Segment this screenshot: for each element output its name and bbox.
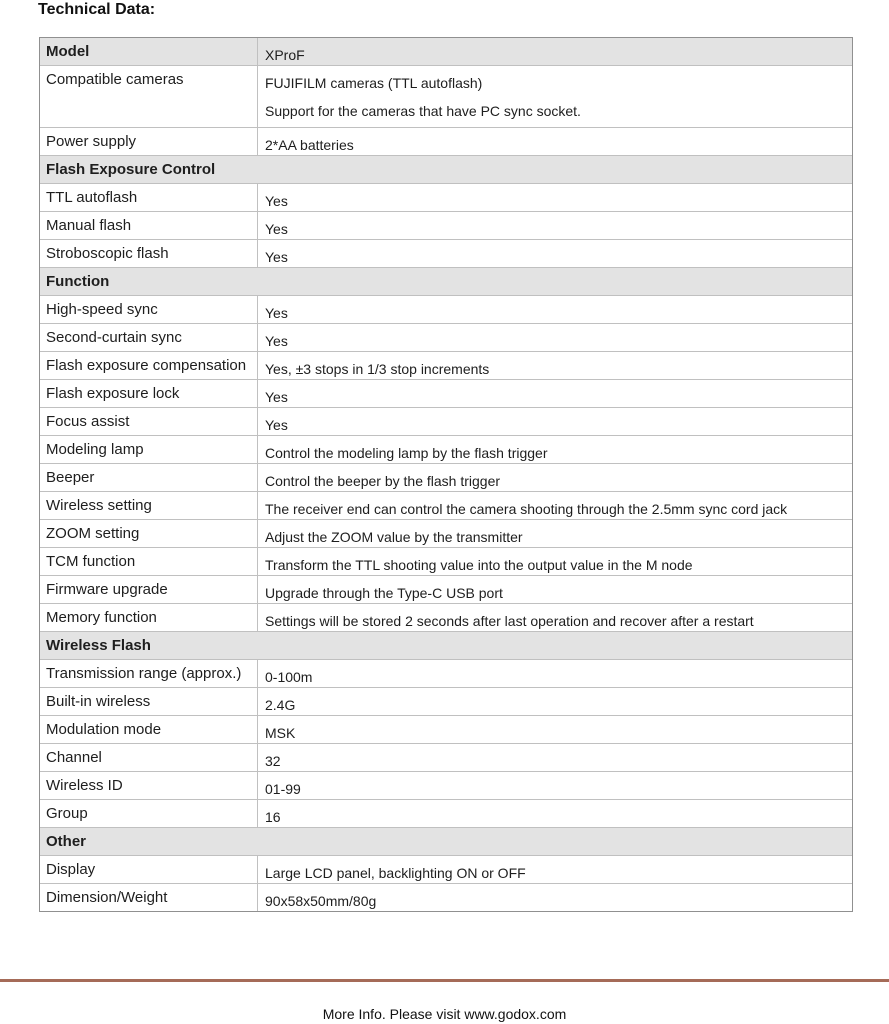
table-row — [40, 800, 853, 828]
table-row — [40, 240, 853, 268]
table-row — [40, 772, 853, 800]
footer-note: More Info. Please visit www.godox.com — [322, 1006, 567, 1022]
spec-value — [258, 66, 853, 128]
spec-label: Built-in wireless — [40, 688, 258, 716]
spec-table-body — [40, 38, 853, 912]
spec-value: Yes — [258, 296, 853, 324]
table-row — [40, 856, 853, 884]
section-row — [40, 828, 853, 856]
spec-value: Control the modeling lamp by the flash trigger — [258, 436, 853, 464]
table-row — [40, 408, 853, 436]
spec-label: Display — [40, 856, 258, 884]
spec-value: 16 — [258, 800, 853, 828]
spec-label: Compatible cameras — [40, 66, 258, 128]
table-row — [40, 492, 853, 520]
spec-table — [39, 37, 853, 912]
table-row — [40, 66, 853, 128]
spec-value: Transform the TTL shooting value into the output value in the M node — [258, 548, 853, 576]
spec-value: Upgrade through the Type-C USB port — [258, 576, 853, 604]
spec-label: High-speed sync — [40, 296, 258, 324]
spec-label: Modulation mode — [40, 716, 258, 744]
spec-value: 32 — [258, 744, 853, 772]
spec-label: Dimension/Weight — [40, 884, 258, 912]
section-row — [40, 632, 853, 660]
spec-label: Flash exposure compensation — [40, 352, 258, 380]
table-row — [40, 604, 853, 632]
section-title: Flash Exposure Control — [40, 156, 853, 184]
spec-label: Beeper — [40, 464, 258, 492]
spec-value: The receiver end can control the camera shooting through the 2.5mm sync cord jack — [258, 492, 853, 520]
spec-label: Second-curtain sync — [40, 324, 258, 352]
spec-label: TTL autoflash — [40, 184, 258, 212]
spec-value: Large LCD panel, backlighting ON or OFF — [258, 856, 853, 884]
table-row — [40, 128, 853, 156]
spec-value-line: FUJIFILM cameras (TTL autoflash) — [265, 75, 483, 91]
spec-label: Transmission range (approx.) — [40, 660, 258, 688]
spec-label: Firmware upgrade — [40, 576, 258, 604]
spec-value: Control the beeper by the flash trigger — [258, 464, 853, 492]
spec-value: Yes — [258, 380, 853, 408]
table-row — [40, 576, 853, 604]
table-row — [40, 744, 853, 772]
table-row — [40, 660, 853, 688]
spec-label: Manual flash — [40, 212, 258, 240]
spec-label: Channel — [40, 744, 258, 772]
table-row — [40, 548, 853, 576]
table-row — [40, 324, 853, 352]
spec-value: 90x58x50mm/80g — [258, 884, 853, 912]
table-row — [40, 380, 853, 408]
table-row — [40, 212, 853, 240]
spec-label: Memory function — [40, 604, 258, 632]
table-row — [40, 352, 853, 380]
table-row — [40, 520, 853, 548]
spec-label: Modeling lamp — [40, 436, 258, 464]
table-row — [40, 436, 853, 464]
table-row — [40, 38, 853, 66]
spec-label: Flash exposure lock — [40, 380, 258, 408]
spec-value: 0-100m — [258, 660, 853, 688]
spec-value: 2.4G — [258, 688, 853, 716]
spec-label: TCM function — [40, 548, 258, 576]
spec-value: Settings will be stored 2 seconds after last operation and recover after a restart — [258, 604, 853, 632]
spec-label: Stroboscopic flash — [40, 240, 258, 268]
table-row — [40, 464, 853, 492]
spec-value: Yes — [258, 324, 853, 352]
spec-label: Wireless setting — [40, 492, 258, 520]
spec-value: 01-99 — [258, 772, 853, 800]
section-title: Wireless Flash — [40, 632, 853, 660]
table-row — [40, 884, 853, 912]
section-row — [40, 156, 853, 184]
spec-value-line: Support for the cameras that have PC sync socket. — [265, 103, 581, 119]
spec-label: Group — [40, 800, 258, 828]
table-row — [40, 296, 853, 324]
section-title: Function — [40, 268, 853, 296]
page-title: Technical Data: — [38, 1, 156, 18]
spec-value: Adjust the ZOOM value by the transmitter — [258, 520, 853, 548]
spec-value: 2*AA batteries — [258, 128, 853, 156]
spec-value: MSK — [258, 716, 853, 744]
table-row — [40, 184, 853, 212]
spec-label: ZOOM setting — [40, 520, 258, 548]
spec-value: Yes — [258, 408, 853, 436]
spec-value: Yes, ±3 stops in 1/3 stop increments — [258, 352, 853, 380]
footer-divider — [0, 979, 889, 982]
spec-value: XProF — [258, 38, 853, 66]
spec-value: Yes — [258, 212, 853, 240]
section-title: Other — [40, 828, 853, 856]
spec-label: Model — [40, 38, 258, 66]
table-row — [40, 716, 853, 744]
spec-value: Yes — [258, 184, 853, 212]
spec-label: Focus assist — [40, 408, 258, 436]
table-row — [40, 688, 853, 716]
spec-value: Yes — [258, 240, 853, 268]
spec-label: Power supply — [40, 128, 258, 156]
spec-label: Wireless ID — [40, 772, 258, 800]
section-row — [40, 268, 853, 296]
